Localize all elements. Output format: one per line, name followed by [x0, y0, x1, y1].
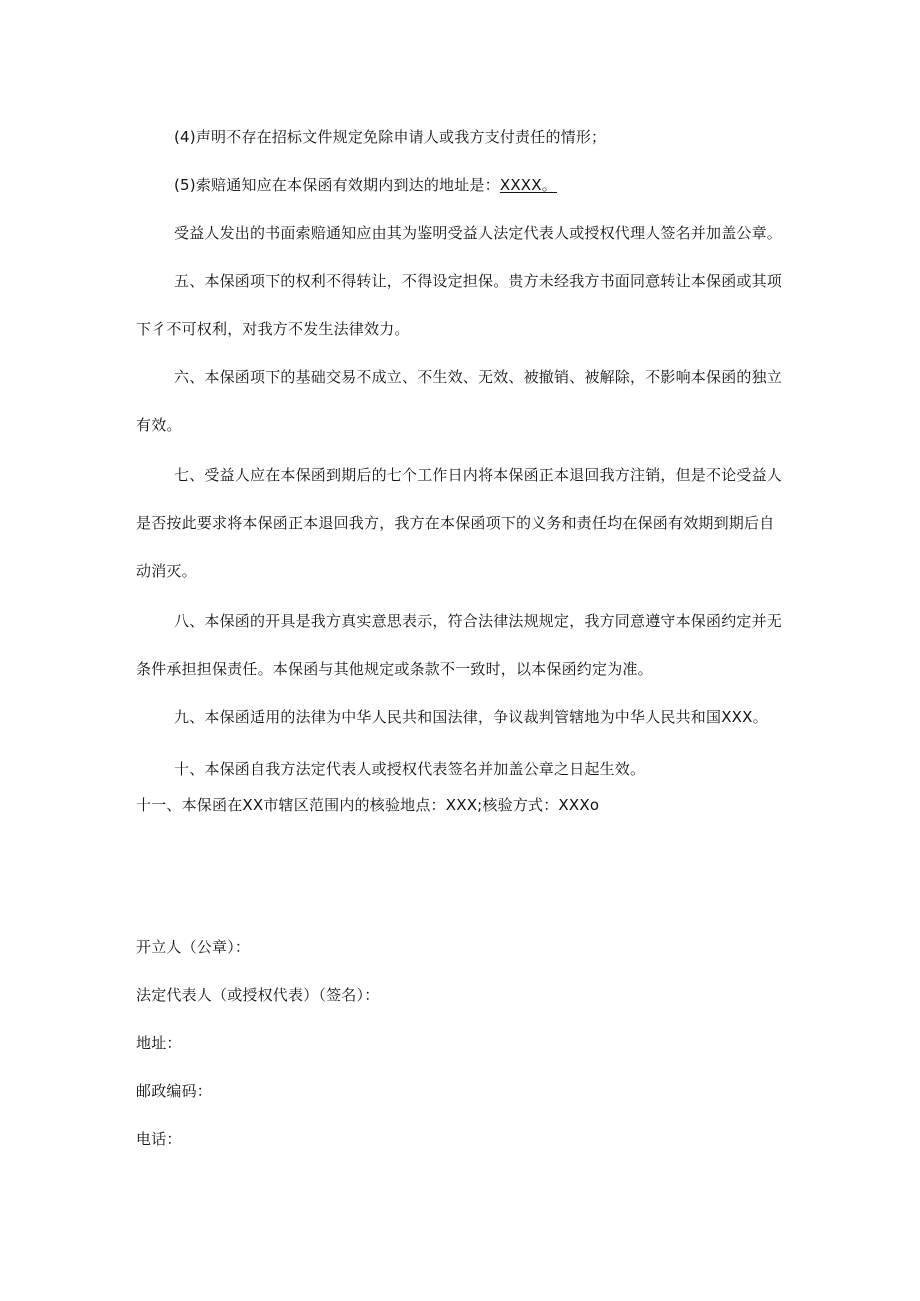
- clause-seven-line-3: 动消灭。: [136, 562, 197, 580]
- clause-six-line-2: 有效。: [136, 416, 182, 434]
- clause-item-5-text: (5)索赔通知应在本保函有效期内到达的地址是：: [174, 176, 500, 194]
- clause-nine: 九、本保函适用的法律为中华人民共和国法律，争议裁判管辖地为中华人民共和国XXX。: [174, 708, 768, 726]
- phone-label: 电话：: [136, 1130, 182, 1148]
- clause-seven-line-1: 七、受益人应在本保函到期后的七个工作日内将本保函正本退回我方注销，但是不论受益人: [174, 466, 783, 484]
- issuer-seal-label: 开立人（公章）：: [136, 938, 251, 956]
- clause-ten: 十、本保函自我方法定代表人或授权代表签名并加盖公章之日起生效。: [174, 760, 646, 778]
- clause-five-line-1: 五、本保函项下的权利不得转让，不得设定担保。贵方未经我方书面同意转让本保函或其项: [174, 272, 783, 290]
- clause-eleven: 十一、本保函在XX市辖区范围内的核验地点：XXX;核验方式：XXXo: [136, 796, 600, 814]
- clause-seven-line-2: 是否按此要求将本保函正本退回我方，我方在本保函项下的义务和责任均在保函有效期到期后自: [136, 514, 775, 532]
- beneficiary-notice: 受益人发出的书面索赔通知应由其为鉴明受益人法定代表人或授权代理人签名并加盖公章。: [174, 224, 783, 242]
- clause-five-line-2: 下彳不可权利，对我方不发生法律效力。: [136, 320, 410, 338]
- clause-eight-line-1: 八、本保函的开具是我方真实意思表示，符合法律法规规定，我方同意遵守本保函约定并无: [174, 612, 783, 630]
- postcode-label: 邮政编码：: [136, 1082, 213, 1100]
- clause-item-5: [174, 174, 557, 196]
- clause-eight-line-2: 条件承担担保责任。本保函与其他规定或条款不一致时，以本保函约定为准。: [136, 660, 653, 678]
- representative-signature-label: 法定代表人（或授权代表）（签名）：: [136, 986, 380, 1004]
- clause-six-line-1: 六、本保函项下的基础交易不成立、不生效、无效、被撤销、被解除，不影响本保函的独立: [174, 368, 783, 386]
- clause-item-4: (4)声明不存在招标文件规定免除申请人或我方支付责任的情形；: [174, 128, 607, 146]
- address-label: 地址：: [136, 1034, 182, 1052]
- clause-item-5-address: XXXX。: [499, 176, 557, 194]
